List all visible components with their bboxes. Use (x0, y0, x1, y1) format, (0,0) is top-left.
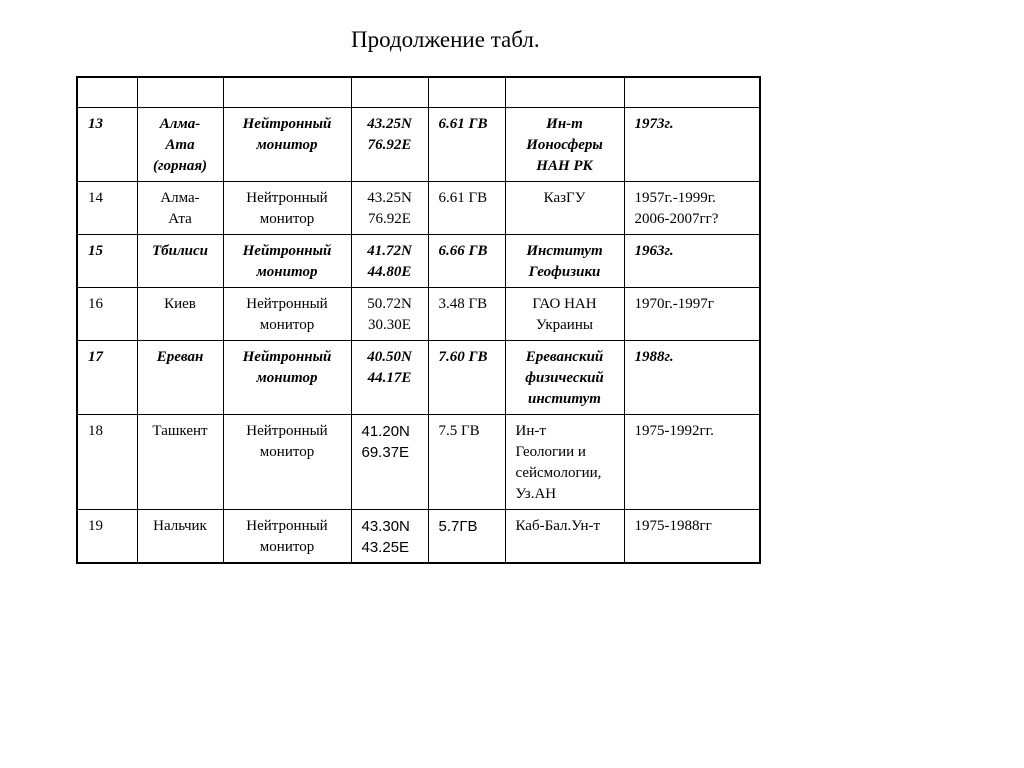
cell-organization: Институт Геофизики (505, 234, 624, 287)
cell-coords: 40.50N 44.17E (351, 340, 428, 414)
table-row (77, 340, 760, 414)
table-row (77, 287, 760, 340)
cell-number: 13 (77, 107, 137, 181)
cell-cutoff: 6.66 ГВ (428, 234, 505, 287)
cell-organization: ГАО НАН Украины (505, 287, 624, 340)
cell-device: Нейтронный монитор (223, 234, 351, 287)
header-cell (137, 77, 223, 107)
cell-number: 16 (77, 287, 137, 340)
cell-period: 1970г.-1997г (624, 287, 760, 340)
table-row (77, 414, 760, 509)
table-row (77, 234, 760, 287)
cell-cutoff: 5.7ГВ (428, 509, 505, 563)
table-row (77, 509, 760, 563)
cell-coords: 43.25N 76.92E (351, 107, 428, 181)
cell-number: 14 (77, 181, 137, 234)
cell-coords: 43.25N 76.92E (351, 181, 428, 234)
cell-coords: 41.20N 69.37E (351, 414, 428, 509)
cell-organization: Ереванский физический институт (505, 340, 624, 414)
cell-cutoff: 6.61 ГВ (428, 107, 505, 181)
cell-period: 1988г. (624, 340, 760, 414)
cell-device: Нейтронный монитор (223, 107, 351, 181)
table-row (77, 107, 760, 181)
cell-number: 18 (77, 414, 137, 509)
table-header-row (77, 77, 760, 107)
cell-device: Нейтронный монитор (223, 340, 351, 414)
cell-period: 1973г. (624, 107, 760, 181)
cell-number: 17 (77, 340, 137, 414)
cell-city: Тбилиси (137, 234, 223, 287)
cell-number: 15 (77, 234, 137, 287)
cell-period: 1975-1992гг. (624, 414, 760, 509)
cell-city: Алма- Ата (горная) (137, 107, 223, 181)
page-title: Продолжение табл. (351, 27, 540, 52)
cell-city: Нальчик (137, 509, 223, 563)
cell-coords: 50.72N 30.30E (351, 287, 428, 340)
header-cell (624, 77, 760, 107)
table-row (77, 181, 760, 234)
header-cell (505, 77, 624, 107)
cell-organization: Каб-Бал.Ун-т (505, 509, 624, 563)
cell-device: Нейтронный монитор (223, 181, 351, 234)
cell-device: Нейтронный монитор (223, 509, 351, 563)
cell-organization: Ин-т Ионосферы НАН РК (505, 107, 624, 181)
header-cell (351, 77, 428, 107)
cell-period: 1957г.-1999г. 2006-2007гг? (624, 181, 760, 234)
header-cell (77, 77, 137, 107)
header-cell (428, 77, 505, 107)
cell-city: Алма- Ата (137, 181, 223, 234)
stations-table (76, 76, 761, 564)
cell-organization: Ин-т Геологии и сейсмологии, Уз.АН (505, 414, 624, 509)
cell-period: 1975-1988гг (624, 509, 760, 563)
cell-coords: 43.30N 43.25E (351, 509, 428, 563)
cell-city: Киев (137, 287, 223, 340)
cell-cutoff: 3.48 ГВ (428, 287, 505, 340)
cell-device: Нейтронный монитор (223, 287, 351, 340)
cell-organization: КазГУ (505, 181, 624, 234)
cell-cutoff: 6.61 ГВ (428, 181, 505, 234)
cell-coords: 41.72N 44.80E (351, 234, 428, 287)
cell-city: Ереван (137, 340, 223, 414)
cell-period: 1963г. (624, 234, 760, 287)
header-cell (223, 77, 351, 107)
cell-city: Ташкент (137, 414, 223, 509)
cell-device: Нейтронный монитор (223, 414, 351, 509)
cell-cutoff: 7.60 ГВ (428, 340, 505, 414)
cell-number: 19 (77, 509, 137, 563)
cell-cutoff: 7.5 ГВ (428, 414, 505, 509)
